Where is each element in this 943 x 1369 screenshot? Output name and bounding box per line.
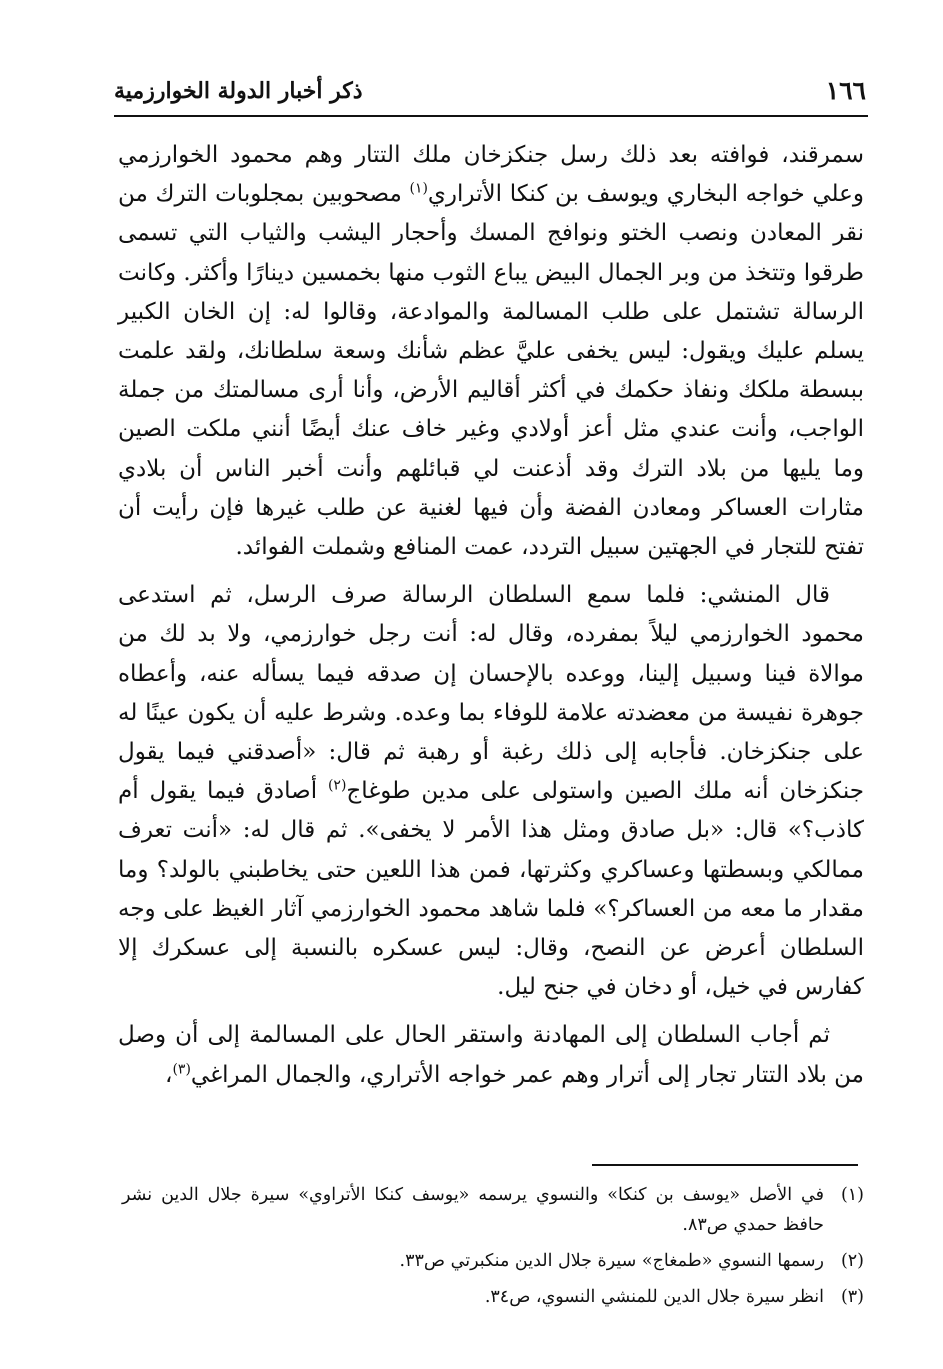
footnote-separator <box>592 1164 858 1166</box>
page-number: ١٦٦ <box>825 76 866 105</box>
footnote-ref-2[interactable]: (٢) <box>327 777 347 794</box>
paragraph-3-text-a: ثم أجاب السلطان إلى المهادنة واستقر الحال على المسالمة إلى أن وصل من بلاد التتار تجار إلى أترار وهم عمر خواجه الأتراري، والجمال المراغي <box>118 1022 864 1088</box>
header-rule <box>114 115 868 117</box>
footnote-item <box>122 1246 864 1276</box>
footnote-text: رسمها النسوي «طمغاج» سيرة جلال الدين منكبرتي ص٣٣. <box>399 1251 824 1271</box>
paragraph-2 <box>118 576 864 1007</box>
paragraph-2-text-b: أصادق فيما يقول أم كاذب؟» قال: «بل صادق ومثل هذا الأمر لا يخفى». ثم قال له: «أنت تعرف ممالكي وبسطتها وعساكري وكثرتها، فمن هذا اللعين حتى يخاطبني بالولد؟ وما مقدار ما معه من العساكر؟» فلما شاهد محمود الخوارزمي آثار الغيظ على وجه السلطان أعرض عن النصح، وقال: ليس عسكره بالنسبة إلى عسكرك إلا كفارس في خيل، أو دخان في جنح ليل. <box>118 778 865 1001</box>
footnote-number: (٣) <box>840 1287 864 1307</box>
running-header <box>114 72 866 108</box>
footnote-number: (٢) <box>840 1251 864 1271</box>
footnote-ref-1[interactable]: (١) <box>409 180 428 197</box>
paragraph-2-text-a: قال المنشي: فلما سمع السلطان الرسالة صرف الرسل، ثم استدعى محمود الخوارزمي ليلاً بمفرده، وقال له: أنت رجل خوارزمي، ولا بد لك من موالاة فينا وسبيل إلينا، ووعده بالإحسان إن صدقه فيما يسأله عنه، وأعطاه جوهرة نفيسة من معضدته علامة للوفاء بما وعده. وشرط عليه أن يكون عينًا له على جنكزخان. فأجابه إلى ذلك رغبة أو رهبة ثم قال: «أصدقني فيما يقول جنكزخان أنه ملك الصين واستولى على مدين طوغاج <box>118 582 864 805</box>
footnote-item <box>122 1180 864 1240</box>
paragraph-1-text-a: سمرقند، فوافته بعد ذلك رسل جنكزخان ملك التتار وهم محمود الخوارزمي وعلي خواجه البخاري ويوسف بن كنكا الأتراري <box>118 142 864 208</box>
paragraph-1-text-b: مصحوبين بمجلوبات الترك من نقر المعادن ونصب الختو ونوافج المسك وأحجار اليشب والثياب التي تسمى طرقوا وتتخذ من وبر الجمال البيض يباع الثوب منها بخمسين دينارًا وأكثر. وكانت الرسالة تشتمل على طلب المسالمة والموادعة، وقالوا له: إن الخان الكبير يسلم عليك ويقول: ليس يخفى عليَّ عظم شأنك وسعة سلطانك، ولقد علمت ببسطة ملكك ونفاذ حكمك في أكثر أقاليم الأرض، وأنا أرى مسالمتك من جملة الواجب، وأنت عندي مثل أعز أولادي وغير خاف عنك أيضًا أنني ملكت الصين وما يليها من بلاد الترك وقد أذعنت لي قبائلهم وأنت أخبر الناس أن بلادي مثارات العساكر ومعادن الفضة وأن فيها لغنية عن طلب غيرها فإن رأيت أن تفتح للتجار في الجهتين سبيل التردد، عمت المنافع وشملت الفوائد. <box>118 181 864 561</box>
running-title: ذكر أخبار الدولة الخوارزمية <box>114 78 363 104</box>
footnotes <box>122 1180 864 1318</box>
paragraph-3-text-b: ، <box>165 1061 173 1088</box>
footnote-ref-3[interactable]: (٣) <box>172 1061 191 1078</box>
footnote-number: (١) <box>840 1185 864 1205</box>
paragraph-3 <box>118 1016 864 1094</box>
footnote-text: انظر سيرة جلال الدين للمنشي النسوي، ص٣٤. <box>484 1287 824 1307</box>
main-text <box>118 136 864 1095</box>
footnote-text: في الأصل «يوسف بن كنكا» والنسوي يرسمه «يوسف كنكا الأتراوي» سيرة جلال الدين نشر حافظ حمدي ص٨٣. <box>122 1185 824 1235</box>
paragraph-1 <box>118 136 864 567</box>
footnote-item <box>122 1282 864 1312</box>
